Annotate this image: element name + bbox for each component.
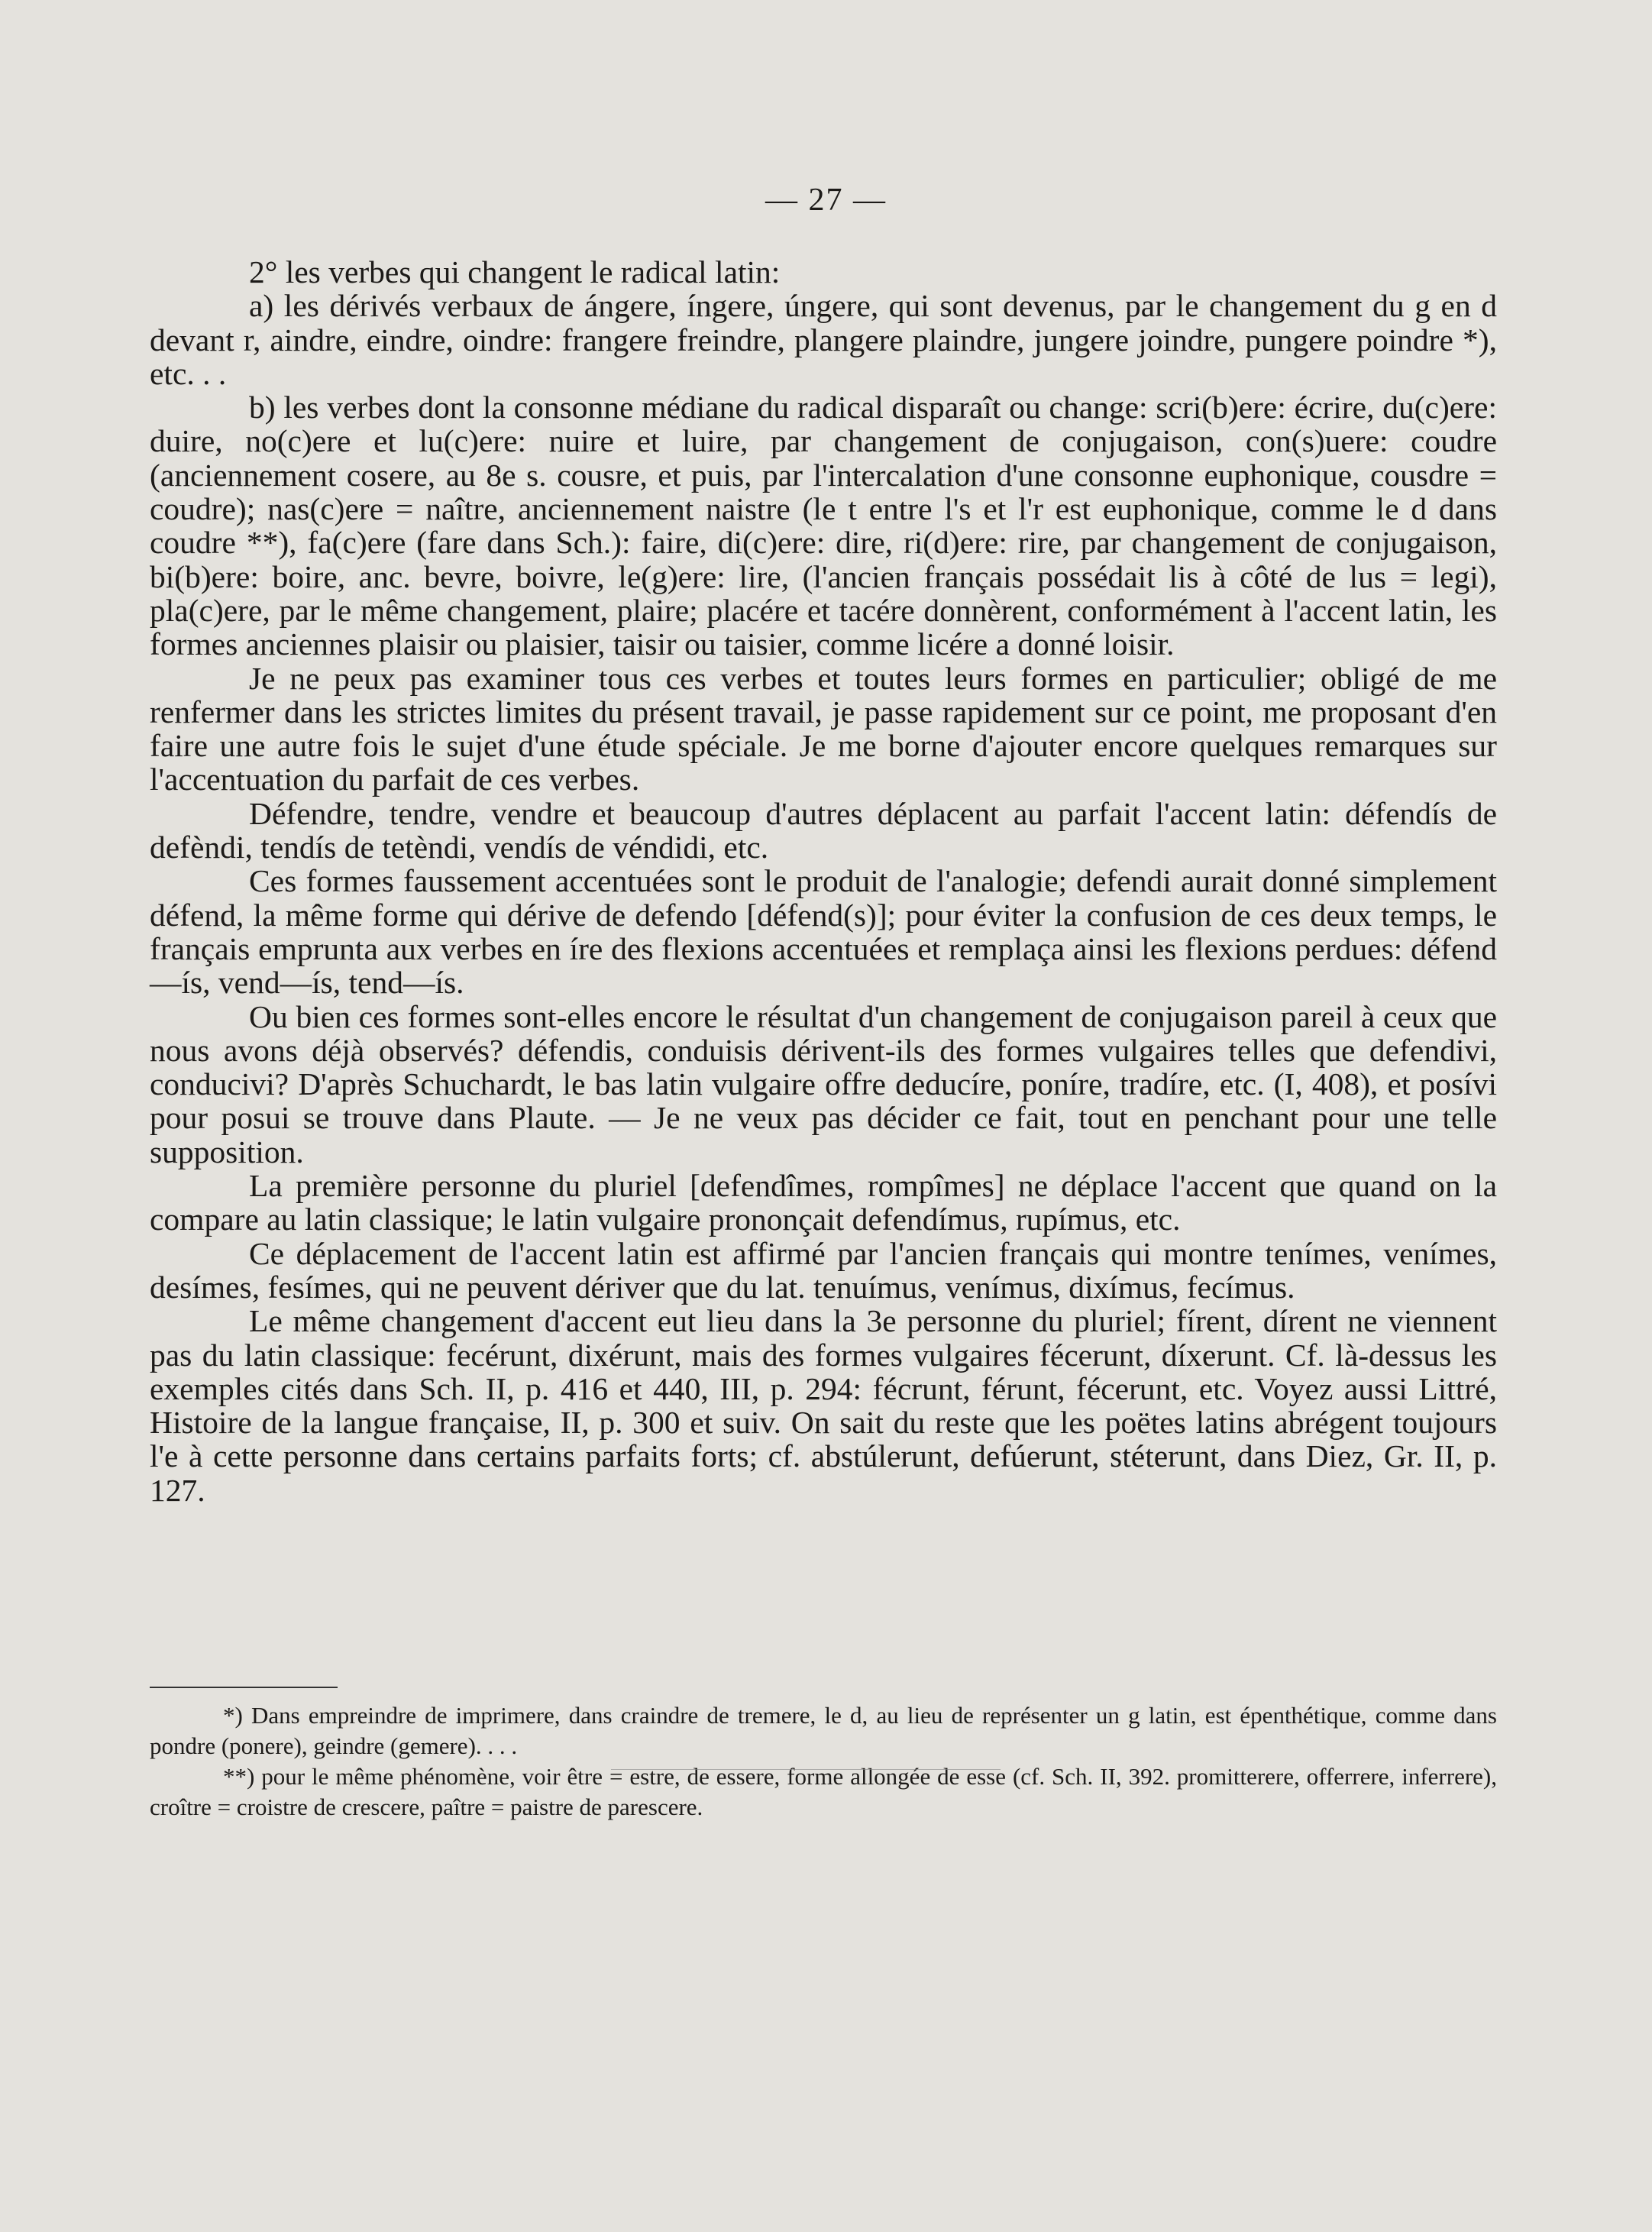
paragraph-4: Je ne peux pas examiner tous ces verbes et toutes leurs formes en particulier; obligé de me renfermer dans les strictes limites du présent travail, je passe rapidement sur ce point, me proposant d'en faire une autre fois le sujet d'une étude spéciale. Je me borne d'ajouter encore quelques remarques sur l'accentuation du parfait de ces verbes. xyxy=(150,660,1497,797)
page-number: — 27 — xyxy=(765,183,887,218)
paragraph-6: Ces formes faussement accentuées sont le produit de l'analogie; defendi aurait donné simplement défend, la même forme qui dérive de defendo [défend(s)]; pour éviter la confusion de ces deux temps, le français emprunta aux verbes en íre des flexions accentuées et remplaça ainsi les flexions perdues: défend—ís, vend—ís, tend—ís. xyxy=(150,863,1497,1001)
main-text xyxy=(150,255,1497,1507)
paragraph-1: 2° les verbes qui changent le radical latin: xyxy=(249,254,781,290)
paragraph-8: La première personne du pluriel [defendîmes, rompîmes] ne déplace l'accent que quand on la compare au latin classique; le latin vulgaire prononçait defendímus, rupímus, etc. xyxy=(150,1168,1497,1237)
paragraph-7: Ou bien ces formes sont-elles encore le résultat d'un changement de conjugaison pareil à ceux que nous avons déjà observés? défendis, conduisis dérivent-ils des formes vulgaires telles que defendivi, conducivi? D'après Schuchardt, le bas latin vulgaire offre deducíre, poníre, tradíre, etc. (I, 408), et posívi pour posui se trouve dans Plaute. — Je ne veux pas décider ce fait, tout en penchant pour une telle supposition. xyxy=(150,998,1497,1169)
footnote-2: **) pour le même phénomène, voir être = estre, de essere, forme allongée de esse (cf. Sch. II, 392. promitterere, offerrere, inferrere), croître = croistre de crescere, paître = paistre de parescere. xyxy=(150,1763,1497,1820)
paragraph-2: a) les dérivés verbaux de ángere, íngere, úngere, qui sont devenus, par le changement du g en d devant r, aindre, eindre, oindre: frangere freindre, plangere plaindre, jungere joindre, pungere poindre *), etc. . . xyxy=(150,288,1497,391)
footnote-rule xyxy=(150,1687,338,1688)
show-through-rule xyxy=(611,1769,1001,1770)
paragraph-3: b) les verbes dont la consonne médiane du radical disparaît ou change: scri(b)ere: écrire, du(c)ere: duire, no(c)ere et lu(c)ere: nuire et luire, par changement de conjugaison, con(s)uere: coudre (anciennement cosere, au 8e s. cousre, et puis, par l'intercalation d'une consonne euphonique, cousdre = coudre); nas(c)ere = naître, anciennement naistre (le t entre l's et l'r est euphonique, comme le d dans coudre **), fa(c)ere (fare dans Sch.): faire, di(c)ere: dire, ri(d)ere: rire, par changement de conjugaison, bi(b)ere: boire, anc. bevre, boivre, le(g)ere: lire, (l'ancien français possédait lis à côté de lus = legi), pla(c)ere, par le même changement, plaire; placére et tacére donnèrent, conformément à l'accent latin, les formes anciennes plaisir ou plaisier, taisir ou taisier, comme licére a donné loisir. xyxy=(150,390,1497,662)
paragraph-5: Défendre, tendre, vendre et beaucoup d'autres déplacent au parfait l'accent latin: défendís de defèndi, tendís de tetèndi, vendís de véndidi, etc. xyxy=(150,795,1497,865)
footnotes xyxy=(150,1700,1497,1823)
paragraph-9: Ce déplacement de l'accent latin est affirmé par l'ancien français qui montre tenímes, venímes, desímes, fesímes, qui ne peuvent dériver que du lat. tenuímus, venímus, dixímus, fecímus. xyxy=(150,1235,1497,1305)
paragraph-10: Le même changement d'accent eut lieu dans la 3e personne du pluriel; fírent, dírent ne viennent pas du latin classique: fecérunt, dixérunt, mais des formes vulgaires fécerunt, díxerunt. Cf. là-dessus les exemples cités dans Sch. II, p. 416 et 440, III, p. 294: fécrunt, férunt, fécerunt, etc. Voyez aussi Littré, Histoire de la langue française, II, p. 300 et suiv. On sait du reste que les poëtes latins abrégent toujours l'e à cette personne dans certains parfaits forts; cf. abstúlerunt, defúerunt, stéterunt, dans Diez, Gr. II, p. 127. xyxy=(150,1303,1497,1508)
footnote-1: *) Dans empreindre de imprimere, dans craindre de tremere, le d, au lieu de représenter un g latin, est épenthétique, comme dans pondre (ponere), geindre (gemere). . . . xyxy=(150,1702,1497,1759)
